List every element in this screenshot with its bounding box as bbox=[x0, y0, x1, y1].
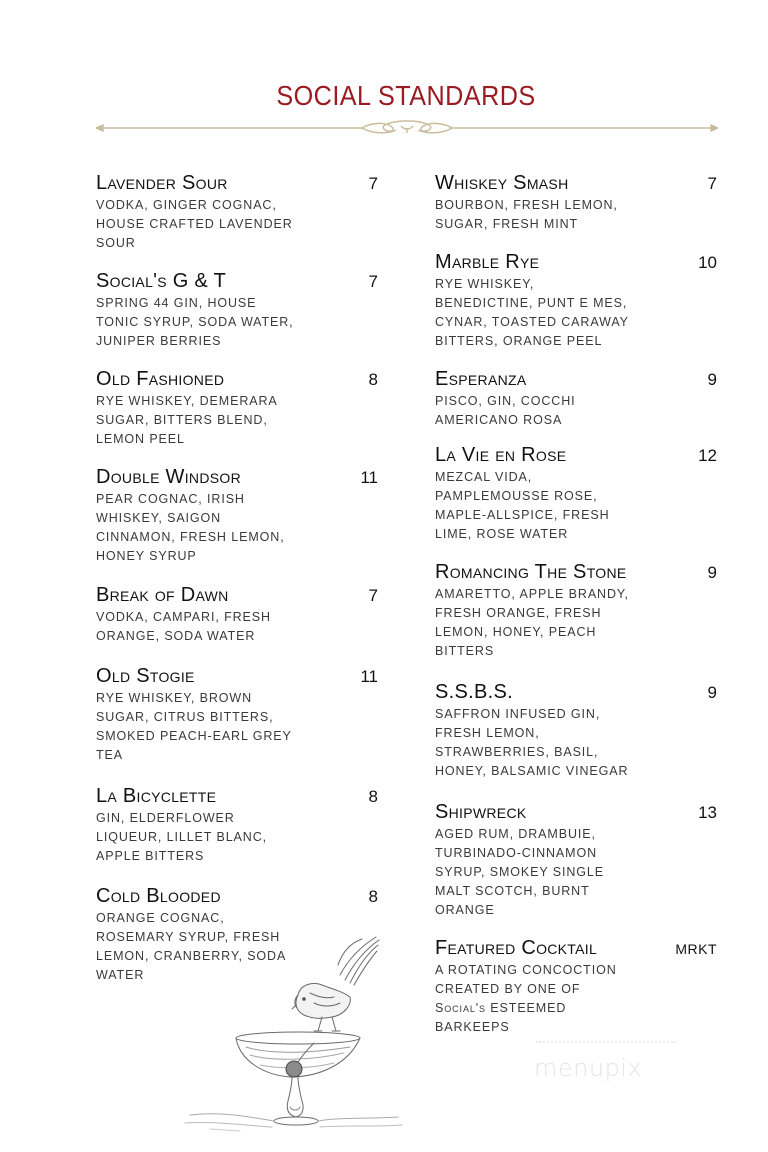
item-price: 7 bbox=[368, 174, 378, 193]
item-description: GIN, ELDERFLOWER LIQUEUR, LILLET BLANC, APPLE BITTERS bbox=[96, 811, 268, 863]
menu-item bbox=[435, 561, 719, 661]
item-price: 11 bbox=[360, 667, 378, 686]
item-price: 9 bbox=[707, 683, 717, 702]
watermark-dots bbox=[536, 1041, 676, 1047]
item-name: Old Fashioned bbox=[96, 368, 225, 390]
item-name: Marble Rye bbox=[435, 251, 540, 273]
item-price: 9 bbox=[707, 370, 717, 389]
menu-item bbox=[435, 172, 719, 234]
item-description: BOURBON, FRESH LEMON, SUGAR, FRESH MINT bbox=[435, 198, 618, 231]
menu-item bbox=[435, 368, 719, 430]
menu-item bbox=[435, 444, 719, 544]
item-price: 7 bbox=[368, 272, 378, 291]
item-name: Romancing The Stone bbox=[435, 561, 627, 583]
item-description: PISCO, GIN, COCCHI AMERICANO ROSA bbox=[435, 394, 576, 427]
item-description: RYE WHISKEY, DEMERARA SUGAR, BITTERS BLEND, LEMON PEEL bbox=[96, 394, 277, 446]
item-name: Cold Blooded bbox=[96, 885, 221, 907]
menu-item bbox=[96, 368, 380, 449]
menu-item bbox=[96, 270, 380, 351]
desc-part-brand: Social's bbox=[435, 1001, 486, 1015]
item-price: 11 bbox=[360, 468, 378, 487]
ornamental-divider bbox=[96, 116, 718, 140]
item-name: Double Windsor bbox=[96, 466, 241, 488]
menu-item bbox=[96, 785, 380, 866]
item-name: Esperanza bbox=[435, 368, 527, 390]
item-name: Whiskey Smash bbox=[435, 172, 569, 194]
item-name: La Vie en Rose bbox=[435, 444, 567, 466]
item-price: MRKT bbox=[675, 941, 717, 957]
item-description: RYE WHISKEY, BENEDICTINE, PUNT E MES, CYNAR, TOASTED CARAWAY BITTERS, ORANGE PEEL bbox=[435, 277, 629, 348]
menu-item bbox=[96, 584, 380, 646]
menu-item bbox=[96, 665, 380, 765]
desc-part: ESTEEMED BARKEEPS bbox=[435, 1001, 567, 1034]
item-description: RYE WHISKEY, BROWN SUGAR, CITRUS BITTERS, SMOKED PEACH-EARL GREY TEA bbox=[96, 691, 292, 762]
item-description: VODKA, GINGER COGNAC, HOUSE CRAFTED LAVENDER SOUR bbox=[96, 198, 293, 250]
item-price: 8 bbox=[368, 887, 378, 906]
item-price: 7 bbox=[368, 586, 378, 605]
item-description: ORANGE COGNAC, ROSEMARY SYRUP, FRESH LEMON, CRANBERRY, SODA WATER bbox=[96, 911, 286, 982]
item-price: 12 bbox=[698, 446, 717, 465]
item-price: 9 bbox=[707, 563, 717, 582]
item-price: 7 bbox=[707, 174, 717, 193]
item-name: Lavender Sour bbox=[96, 172, 228, 194]
item-description bbox=[435, 961, 635, 1037]
desc-part: A ROTATING CONCOCTION CREATED BY ONE OF bbox=[435, 963, 617, 996]
item-name: Shipwreck bbox=[435, 801, 527, 823]
item-price: 8 bbox=[368, 370, 378, 389]
menu-item bbox=[435, 937, 719, 1037]
watermark-logo: menupix bbox=[534, 1054, 643, 1082]
item-name: Old Stogie bbox=[96, 665, 195, 687]
item-description: MEZCAL VIDA, PAMPLEMOUSSE ROSE, MAPLE-ALLSPICE, FRESH LIME, ROSE WATER bbox=[435, 470, 610, 541]
item-name: La Bicyclette bbox=[96, 785, 217, 807]
section-title: SOCIAL STANDARDS bbox=[276, 80, 536, 111]
item-price: 10 bbox=[698, 253, 717, 272]
item-name: Featured Cocktail bbox=[435, 937, 598, 959]
bird-cocktail-illustration-icon bbox=[180, 935, 405, 1135]
item-price: 13 bbox=[698, 803, 717, 822]
item-description: VODKA, CAMPARI, FRESH ORANGE, SODA WATER bbox=[96, 610, 271, 643]
menu-item bbox=[435, 251, 719, 351]
item-name: Social's G & T bbox=[96, 270, 227, 292]
item-description: AGED RUM, DRAMBUIE, TURBINADO-CINNAMON SYRUP, SMOKEY SINGLE MALT SCOTCH, BURNT ORANGE bbox=[435, 827, 604, 917]
menu-item bbox=[96, 172, 380, 253]
menu-item bbox=[435, 681, 719, 781]
item-description: PEAR COGNAC, IRISH WHISKEY, SAIGON CINNAMON, FRESH LEMON, HONEY SYRUP bbox=[96, 492, 285, 563]
item-description: SPRING 44 GIN, HOUSE TONIC SYRUP, SODA WATER, JUNIPER BERRIES bbox=[96, 296, 294, 348]
menu-item bbox=[435, 801, 719, 920]
item-price: 8 bbox=[368, 787, 378, 806]
menu-item bbox=[96, 466, 380, 566]
item-name: S.S.B.S. bbox=[435, 681, 513, 703]
item-name: Break of Dawn bbox=[96, 584, 229, 606]
item-description: SAFFRON INFUSED GIN, FRESH LEMON, STRAWBERRIES, BASIL, HONEY, BALSAMIC VINEGAR bbox=[435, 707, 629, 778]
item-description: AMARETTO, APPLE BRANDY, FRESH ORANGE, FRESH LEMON, HONEY, PEACH BITTERS bbox=[435, 587, 629, 658]
